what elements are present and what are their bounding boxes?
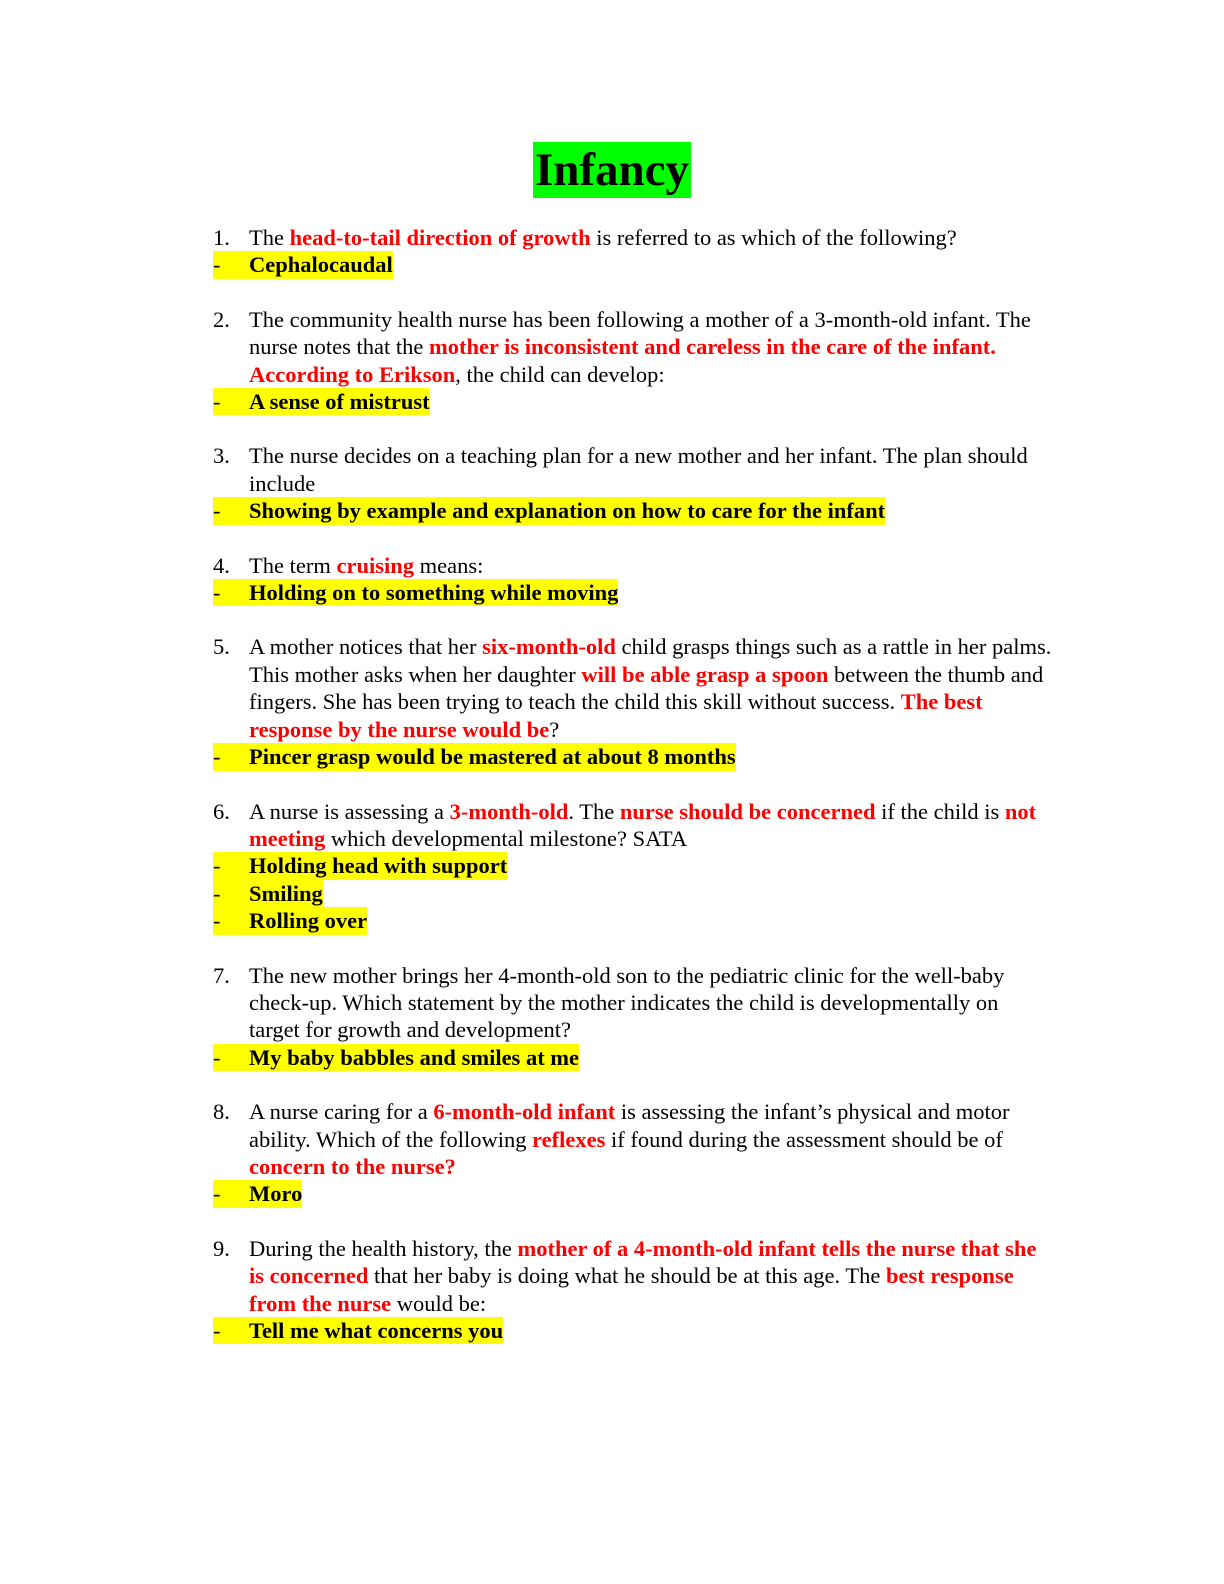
question-spacer bbox=[213, 1071, 1053, 1098]
emphasized-text: concern to the nurse? bbox=[249, 1153, 456, 1179]
answer-text: Smiling bbox=[249, 880, 323, 906]
question-item bbox=[213, 798, 1053, 853]
question-number: 2. bbox=[213, 306, 230, 332]
emphasized-text: reflexes bbox=[532, 1126, 606, 1152]
question-text-segment: if the child is bbox=[875, 798, 1005, 824]
answer-bullet: - bbox=[213, 1044, 221, 1070]
emphasized-text: 3-month-old bbox=[449, 798, 569, 824]
question-spacer bbox=[213, 279, 1053, 306]
question-text-segment: is assessing the infant’s physical and motor ability. Which of the following bbox=[249, 1099, 1010, 1152]
question-number: 6. bbox=[213, 798, 230, 824]
answer-text: My baby babbles and smiles at me bbox=[249, 1044, 580, 1070]
answer-highlight bbox=[213, 497, 885, 524]
answer-text: Pincer grasp would be mastered at about 8 months bbox=[249, 744, 736, 770]
question-spacer bbox=[213, 606, 1053, 633]
question-text-segment: child grasps things such as a rattle in her palms. This mother asks when her daughter bbox=[249, 634, 1052, 687]
question-text-segment: that her baby is doing what he should be at this age. The bbox=[368, 1263, 886, 1289]
answer-text: Holding on to something while moving bbox=[249, 580, 619, 606]
question-text-segment: means: bbox=[413, 552, 484, 578]
answer-highlight bbox=[213, 1180, 302, 1207]
question-text-segment: The term bbox=[249, 552, 337, 578]
question-number: 7. bbox=[213, 962, 230, 988]
page-title: Infancy bbox=[534, 144, 690, 196]
emphasized-text: cruising bbox=[336, 552, 414, 578]
question-number: 3. bbox=[213, 443, 230, 469]
emphasized-text: best response from the nurse bbox=[249, 1263, 1014, 1316]
answer-bullet: - bbox=[213, 908, 221, 934]
answer-highlight bbox=[213, 907, 367, 934]
emphasized-text: mother is inconsistent and careless in the care of the infant. According to Erikson bbox=[249, 334, 996, 387]
question-item bbox=[213, 552, 1053, 579]
answer-bullet: - bbox=[213, 1318, 221, 1343]
question-text bbox=[249, 798, 1053, 853]
answer-text: Tell me what concerns you bbox=[249, 1318, 504, 1343]
question-number: 1. bbox=[213, 225, 230, 250]
answer-highlight bbox=[213, 1044, 579, 1071]
answer-bullet: - bbox=[213, 744, 221, 770]
question-item bbox=[213, 962, 1053, 1044]
question-number: 9. bbox=[213, 1235, 230, 1261]
answer-text: Showing by example and explanation on how to care for the infant bbox=[249, 498, 886, 524]
question-spacer bbox=[213, 1208, 1053, 1235]
question-text-segment: The nurse decides on a teaching plan for a new mother and her infant. The plan should include bbox=[249, 443, 1028, 496]
answer-text: Holding head with support bbox=[249, 853, 508, 879]
question-text-segment: A nurse caring for a bbox=[249, 1099, 434, 1125]
question-number: 8. bbox=[213, 1099, 230, 1125]
question-text-segment: which developmental milestone? SATA bbox=[325, 825, 688, 851]
question-item bbox=[213, 1235, 1053, 1317]
question-text-segment: would be: bbox=[391, 1290, 487, 1316]
answer-text: Moro bbox=[249, 1181, 303, 1207]
question-spacer bbox=[213, 935, 1053, 962]
answer-text: A sense of mistrust bbox=[249, 389, 430, 415]
question-text-segment: During the health history, the bbox=[249, 1235, 518, 1261]
question-text-segment: if found during the assessment should be of bbox=[605, 1126, 1003, 1152]
title-wrap bbox=[0, 142, 1224, 198]
question-text-segment: , the child can develop: bbox=[455, 361, 665, 387]
answer-highlight bbox=[213, 251, 393, 278]
question-item bbox=[213, 1098, 1053, 1180]
answer-bullet: - bbox=[213, 853, 221, 879]
emphasized-text: mother of a 4-month-old infant tells the nurse that she is concerned bbox=[249, 1235, 1037, 1289]
answer-text: Cephalocaudal bbox=[249, 252, 393, 278]
answer-bullet: - bbox=[213, 252, 221, 278]
question-text bbox=[249, 224, 1053, 251]
answer-bullet: - bbox=[213, 1181, 221, 1207]
question-text bbox=[249, 552, 1053, 579]
question-text-segment: The new mother brings her 4-month-old son to the pediatric clinic for the well-baby check-up. Which statement by the mother indicates the child is developmentally on target for growth and development? bbox=[249, 962, 1005, 1043]
emphasized-text: six-month-old bbox=[482, 634, 616, 660]
question-item bbox=[213, 633, 1053, 743]
question-text-segment: The bbox=[249, 225, 290, 250]
emphasized-text: 6-month-old infant bbox=[433, 1099, 616, 1125]
answer-bullet: - bbox=[213, 880, 221, 906]
emphasized-text: not meeting bbox=[249, 798, 1037, 851]
question-text-segment: ? bbox=[549, 716, 560, 742]
question-spacer bbox=[213, 525, 1053, 552]
answer-bullet: - bbox=[213, 498, 221, 524]
emphasized-text: nurse should be concerned bbox=[619, 798, 876, 824]
question-text bbox=[249, 1098, 1053, 1180]
question-text-segment: between the thumb and fingers. She has been trying to teach the child this skill without success. bbox=[249, 661, 1044, 715]
question-spacer bbox=[213, 771, 1053, 798]
answer-bullet: - bbox=[213, 389, 221, 415]
answer-text: Rolling over bbox=[249, 908, 368, 934]
question-text-segment: is referred to as which of the following? bbox=[590, 225, 957, 250]
question-text-segment: The community health nurse has been following a mother of a 3-month-old infant. The nurse notes that the bbox=[249, 306, 1031, 360]
question-text bbox=[249, 962, 1053, 1044]
answer-highlight bbox=[213, 852, 507, 879]
question-text bbox=[249, 306, 1053, 388]
question-list bbox=[213, 224, 1053, 1344]
question-item bbox=[213, 442, 1053, 497]
question-item bbox=[213, 224, 1053, 251]
question-text-segment: . The bbox=[568, 798, 620, 824]
emphasized-text: will be able grasp a spoon bbox=[581, 661, 829, 687]
answer-highlight bbox=[213, 579, 618, 606]
answer-highlight bbox=[213, 880, 323, 907]
answer-highlight bbox=[213, 743, 736, 770]
question-spacer bbox=[213, 415, 1053, 442]
question-item bbox=[213, 306, 1053, 388]
question-text bbox=[249, 1235, 1053, 1317]
question-text-segment: A nurse is assessing a bbox=[249, 798, 450, 824]
answer-highlight bbox=[213, 388, 430, 415]
question-number: 4. bbox=[213, 552, 230, 578]
question-text bbox=[249, 442, 1053, 497]
emphasized-text: The best response by the nurse would be bbox=[249, 689, 983, 742]
emphasized-text: head-to-tail direction of growth bbox=[289, 225, 591, 250]
answer-bullet: - bbox=[213, 580, 221, 606]
question-number: 5. bbox=[213, 634, 230, 660]
question-text bbox=[249, 633, 1053, 743]
answer-highlight bbox=[213, 1317, 503, 1344]
question-text-segment: A mother notices that her bbox=[249, 634, 483, 660]
